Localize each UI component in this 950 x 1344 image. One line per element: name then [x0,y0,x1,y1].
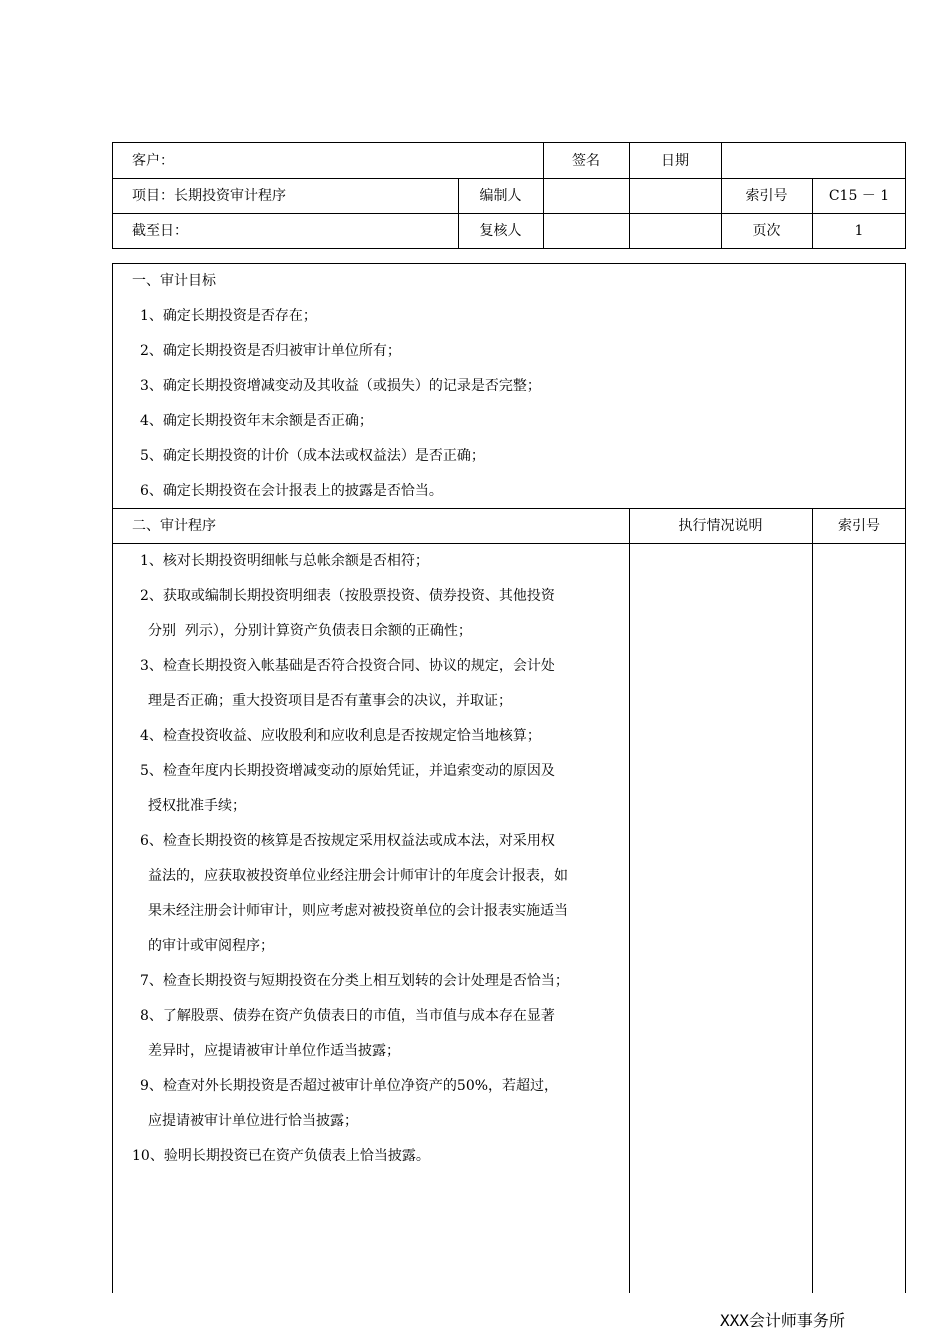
objective-item: 6、确定长期投资在会计报表上的披露是否恰当。 [140,483,443,499]
procedure-line: 分别 列示），分别计算资产负债表日余额的正确性； [148,623,472,639]
procedure-line: 6、检查长期投资的核算是否按规定采用权益法或成本法，对采用权 [140,833,555,849]
project-label: 项目：长期投资审计程序 [132,188,286,204]
index-column-header: 索引号 [838,518,880,534]
objective-item: 1、确定长期投资是否存在； [140,308,317,324]
procedure-line: 10、验明长期投资已在资产负债表上恰当披露。 [132,1148,430,1164]
header-row-divider [112,213,906,214]
index-column-divider [812,508,813,1293]
procedure-line: 1、核对长期投资明细帐与总帐余额是否相符； [140,553,429,569]
procedure-line: 2、获取或编制长期投资明细表（按股票投资、债券投资、其他投资 [140,588,555,604]
index-value: C15 － 1 [828,188,890,204]
procedure-line: 应提请被审计单位进行恰当披露； [148,1113,358,1129]
page-value: 1 [854,223,864,239]
sign-label: 签名 [572,153,600,169]
reviewer-label: 复核人 [479,223,522,239]
procedure-line: 理是否正确；重大投资项目是否有董事会的决议，并取证； [148,693,512,709]
objectives-title: 一、审计目标 [132,273,216,289]
procedure-line: 授权批准手续； [148,798,246,814]
index-label: 索引号 [745,188,788,204]
client-label: 客户： [132,153,174,169]
firm-name: XXX会计师事务所 [720,1311,845,1330]
procedure-line: 8、了解股票、债券在资产负债表日的市值，当市值与成本存在显著 [140,1008,555,1024]
procedure-line: 5、检查年度内长期投资增减变动的原始凭证，并追索变动的原因及 [140,763,555,779]
procedure-line: 4、检查投资收益、应收股利和应收利息是否按规定恰当地核算； [140,728,541,744]
procedure-line: 3、检查长期投资入帐基础是否符合投资合同、协议的规定，会计处 [140,658,555,674]
objective-item: 4、确定长期投资年末余额是否正确； [140,413,373,429]
objective-item: 3、确定长期投资增减变动及其收益（或损失）的记录是否完整； [140,378,541,394]
exec-column-header: 执行情况说明 [678,518,763,534]
procedure-line: 7、检查长期投资与短期投资在分类上相互划转的会计处理是否恰当； [140,973,569,989]
preparer-label: 编制人 [479,188,522,204]
procedure-line: 9、检查对外长期投资是否超过被审计单位净资产的50%，若超过， [140,1078,559,1094]
date-label: 日期 [661,153,689,169]
section-divider [112,508,906,509]
procedure-line: 果未经注册会计师审计，则应考虑对被投资单位的会计报表实施适当 [148,903,568,919]
cutoff-label: 截至日： [132,223,188,239]
procedure-line: 差异时，应提请被审计单位作适当披露； [148,1043,400,1059]
objective-item: 5、确定长期投资的计价（成本法或权益法）是否正确； [140,448,485,464]
page-label: 页次 [752,223,781,239]
header-row-divider [112,178,906,179]
objective-item: 2、确定长期投资是否归被审计单位所有； [140,343,401,359]
procedure-line: 益法的，应获取被投资单位业经注册会计师审计的年度会计报表，如 [148,868,568,884]
procedure-line: 的审计或审阅程序； [148,938,274,954]
section-divider [112,543,906,544]
exec-column-divider [629,508,630,1293]
procedures-title: 二、审计程序 [132,518,216,534]
